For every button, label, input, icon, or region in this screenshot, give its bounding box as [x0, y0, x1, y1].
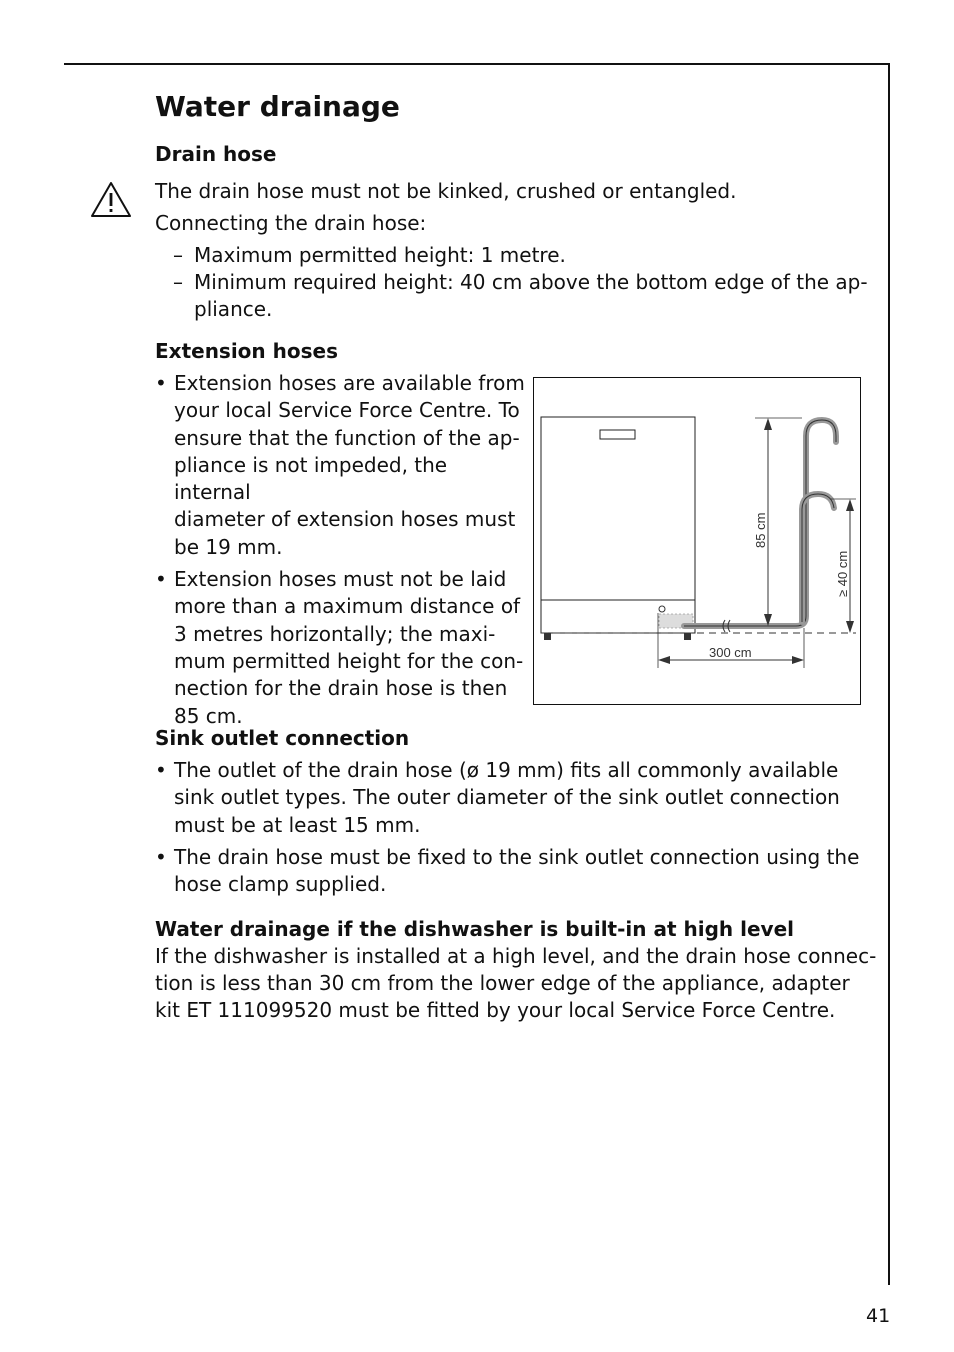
high-level-text-line: kit ET 111099520 must be fitted by your local Service Force Centre. — [155, 998, 836, 1022]
warning-triangle-icon — [89, 180, 133, 220]
dishwasher-foot — [684, 633, 691, 640]
list-item: • The drain hose must be fixed to the sink outlet connection using the hose clamp supplied. — [155, 844, 875, 899]
height-max-label: 85 cm — [753, 512, 768, 548]
dishwasher-foot — [544, 633, 551, 640]
hose-connector — [659, 606, 665, 612]
high-level-text-line: tion is less than 30 cm from the lower edge of the appliance, adapter — [155, 971, 850, 995]
top-rule — [64, 63, 890, 65]
drain-hose-heading: Drain hose — [155, 142, 277, 166]
height-min-label: ≥ 40 cm — [835, 550, 850, 597]
page-title: Water drainage — [155, 90, 400, 123]
extension-hoses-list — [155, 370, 525, 735]
list-item: – Maximum permitted height: 1 metre. — [173, 242, 868, 269]
list-item: – Minimum required height: 40 cm above the bottom edge of the ap- pliance. — [173, 269, 868, 323]
list-item: • The outlet of the drain hose (ø 19 mm) fits all commonly available sink outlet types. The outer diameter of the sink outlet connection must be at least 15 mm. — [155, 757, 875, 839]
dishwasher-handle — [600, 430, 635, 439]
page-number: 41 — [866, 1305, 891, 1327]
drain-hose-height-list — [173, 242, 868, 323]
drain-hose-intro: Connecting the drain hose: — [155, 211, 427, 235]
extension-hoses-heading: Extension hoses — [155, 339, 338, 363]
list-item: • Extension hoses are available from your local Service Force Centre. To ensure that the function of the ap- pliance is not impeded, the internal diameter of extension hoses must be 19 mm. — [155, 370, 525, 561]
sink-outlet-list — [155, 757, 875, 903]
high-level-text-line: If the dishwasher is installed at a high level, and the drain hose connec- — [155, 944, 877, 968]
length-label: 300 cm — [709, 645, 752, 660]
drain-hose-diagram — [533, 377, 861, 705]
list-item: • Extension hoses must not be laid more than a maximum distance of 3 metres horizontally; the maxi- mum permitted height for the con- nection for the drain hose is then 85 cm. — [155, 566, 525, 730]
dishwasher-body — [541, 417, 695, 633]
sink-outlet-heading: Sink outlet connection — [155, 726, 410, 750]
drain-hose-warning: The drain hose must not be kinked, crushed or entangled. — [155, 179, 737, 203]
high-level-heading: Water drainage if the dishwasher is built-in at high level — [155, 917, 794, 941]
right-margin-rule — [888, 63, 890, 1285]
